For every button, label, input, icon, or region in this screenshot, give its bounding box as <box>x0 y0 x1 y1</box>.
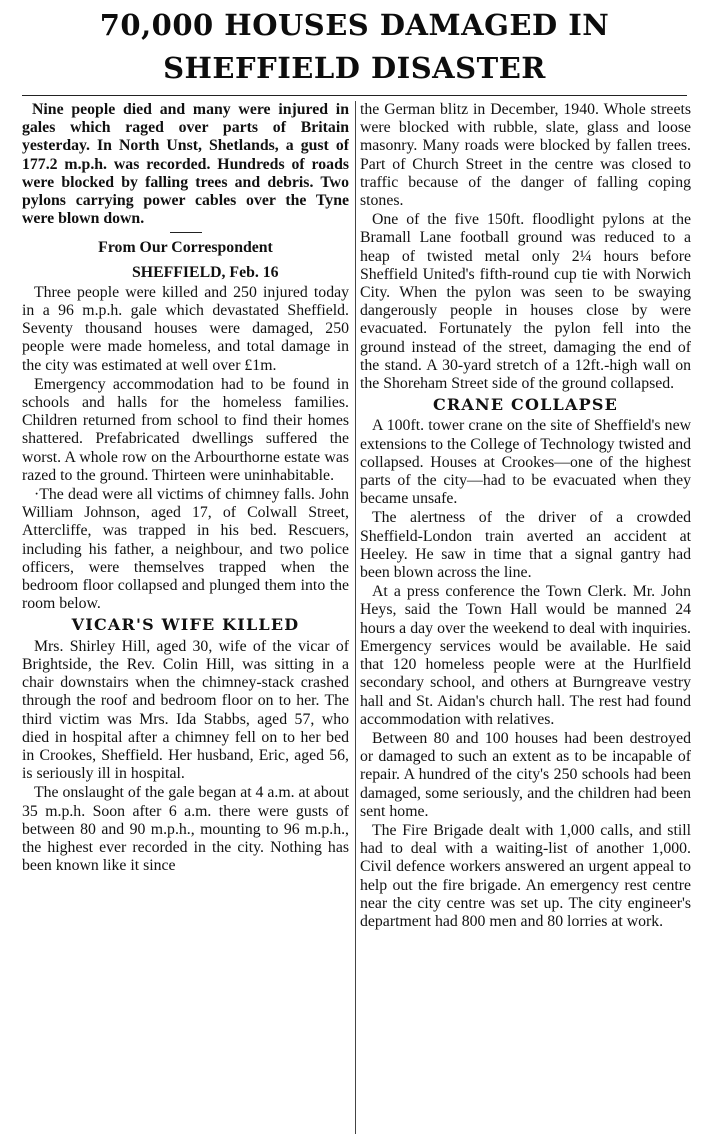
paragraph: The Fire Brigade dealt with 1,000 calls, and still had to deal with a waiting-list of another 1,000. Civil defence workers answered an urgent appeal to help out the fire brigade. An emergency rest centre near the city centre was set up. The city engineer's department had 800 men and 80 lorries at work. <box>360 821 691 930</box>
headline-rule <box>22 95 687 96</box>
subheading-crane-collapse: CRANE COLLAPSE <box>432 395 618 415</box>
headline <box>22 4 687 90</box>
article-body <box>22 101 691 1134</box>
lead-paragraph: Nine people died and many were injured in gales which raged over parts of Britain yesterday. In North Unst, Shetlands, a gust of 177.2 m.p.h. was recorded. Hundreds of roads were blocked by falling trees and debris. Two pylons carrying power cables over the Tyne were blown down. <box>22 101 349 228</box>
column-divider <box>355 101 356 1134</box>
paragraph: Between 80 and 100 houses had been destroyed or damaged to such an extent as to be incapable of repair. A hundred of the city's 250 schools had been damaged, some seriously, and the children had been sent home. <box>360 729 691 820</box>
byline: From Our Correspondent <box>98 239 273 257</box>
paragraph: ·The dead were all victims of chimney falls. John William Johnson, aged 17, of Colwall Street, Attercliffe, was trapped in his bed. Rescuers, including his father, a neighbour, and two police officers, were themselves trapped when the bedroom floor collapsed and plunged them into the room below. <box>22 486 349 613</box>
subheading-vicars-wife: VICAR'S WIFE KILLED <box>71 615 300 635</box>
paragraph: The onslaught of the gale began at 4 a.m. at about 35 m.p.h. Soon after 6 a.m. there were gusts of between 80 and 90 m.p.h., mounting to 96 m.p.h., the highest ever recorded in the city. Nothing has been known like it since <box>22 784 349 875</box>
paragraph: Emergency accommodation had to be found in schools and halls for the homeless families. Children returned from school to find their homes shattered. Prefabricated dwellings suffered the worst. A whole row on the Arbourthorne estate was razed to the ground. Thirteen were uninhabitable. <box>22 375 349 484</box>
paragraph: A 100ft. tower crane on the site of Sheffield's new extensions to the College of Technology twisted and collapsed. Houses at Crookes—one of the highest parts of the city—had to be evacuated when they became unsafe. <box>360 417 691 508</box>
paragraph: Mrs. Shirley Hill, aged 30, wife of the vicar of Brightside, the Rev. Colin Hill, was sitting in a chair downstairs when the chimney-stack crashed through the roof and bedroom floor on to her. The third victim was Mrs. Ida Stabbs, aged 57, who died in hospital after a chimney fell on to her bed in Crookes, Sheffield. Her husband, Eric, aged 56, is seriously ill in hospital. <box>22 637 349 783</box>
paragraph: At a press conference the Town Clerk. Mr. John Heys, said the Town Hall would be manned 24 hours a day over the weekend to deal with inquiries. Emergency services would be available. He said that 120 homeless people were at the Hurlfield secondary school, and others at Burngreave vestry hall and St. Aidan's church hall. The rest had found accommodation with relatives. <box>360 583 691 728</box>
headline-line-2: SHEFFIELD DISASTER <box>163 51 546 85</box>
left-column <box>22 101 349 1134</box>
paragraph: Three people were killed and 250 injured today in a 96 m.p.h. gale which devastated Sheffield. Seventy thousand houses were damaged, 250 people were made homeless, and total damage in the city was estimated at well over £1m. <box>22 283 349 374</box>
short-divider <box>170 232 202 233</box>
paragraph-continued: the German blitz in December, 1940. Whole streets were blocked with rubble, slate, glass and loose masonry. Many roads were blocked by fallen trees. Part of Church Street in the centre was closed to traffic because of the danger of falling coping stones. <box>360 101 691 210</box>
paragraph: The alertness of the driver of a crowded Sheffield-London train averted an accident at Heeley. He saw in time that a signal gantry had been blown across the line. <box>360 509 691 582</box>
right-column <box>360 101 691 1134</box>
paragraph: One of the five 150ft. floodlight pylons at the Bramall Lane football ground was reduced to a heap of twisted metal only 2¼ hours before Sheffield United's fifth-round cup tie with Norwich City. When the pylon was seen to be swaying dangerously people in houses close by were evacuated. Fortunately the pylon fell into the ground instead of the street, damaging the end of the stand. A 30-yard stretch of a 12ft.-high wall on the Shoreham Street side of the ground collapsed. <box>360 211 691 393</box>
headline-line-1: 70,000 HOUSES DAMAGED IN <box>99 8 610 42</box>
dateline: SHEFFIELD, Feb. 16 <box>132 263 279 281</box>
